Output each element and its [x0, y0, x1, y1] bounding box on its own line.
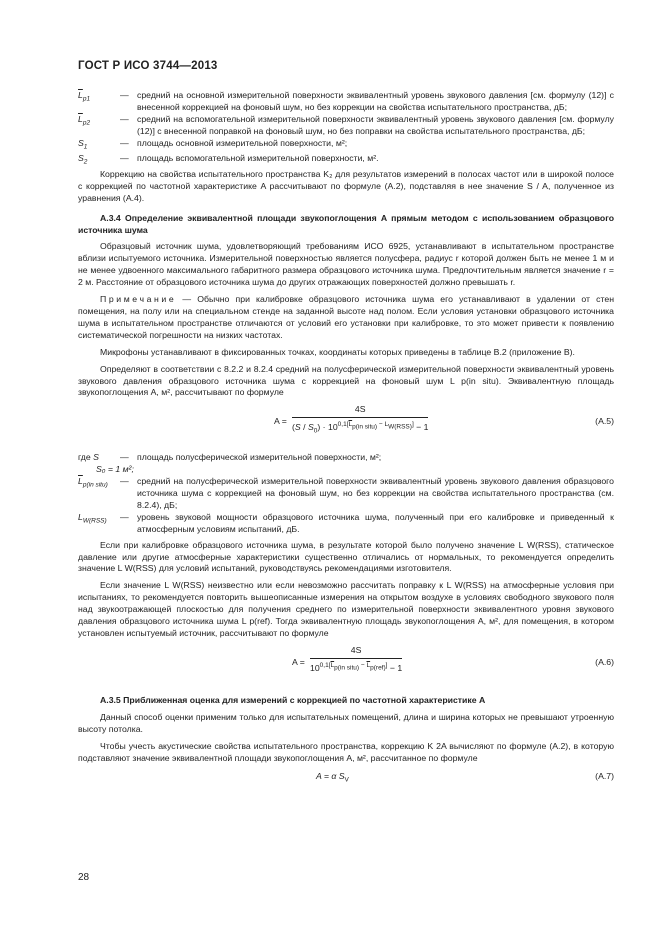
def-symbol: где S	[78, 452, 99, 463]
paragraph-4: Если при калибровке образцового источника шума, в результате которой было получено значение L W(RSS), статическое давление или другие атмосферные характеристики существенно отличались от нормальных, то рекомендуется определить значение L W(RSS) для условий испытаний, руководствуясь рекомендациями изготовителя.	[78, 539, 614, 574]
formula-fraction	[292, 404, 428, 437]
def-text: средний на полусферической измерительной поверхности эквивалентный уровень звукового давления образцового источника шума с коррекцией на фоновый шум, но без коррекции на свойства испытательного пространства (см. 8.2.4), дБ;	[137, 476, 614, 510]
def-text: площадь полусферической измерительной поверхности, м²;	[137, 452, 382, 463]
paragraph-6: Данный способ оценки применим только для испытательных помещений, длина и ширина которых не превышают утроенную высоту потолка.	[78, 711, 614, 734]
section-heading-a35: А.3.5 Приближенная оценка для измерений с коррекцией по частотной характеристике A	[100, 694, 486, 705]
def-s: где S — площадь полусферической измерительной поверхности, м²;	[78, 452, 614, 464]
formula-denominator: $(S / S_0) \cdot 10^{0,1[\overline{L}_{p(in situ)} - L_{W(RSS)}]} - 1$	[292, 417, 428, 438]
def-symbol: $L_{W(RSS)}$	[78, 511, 107, 525]
section-heading-a34: А.3.4 Определение эквивалентной площади звукопоглощения A прямым методом с использованием образцового источника шума	[78, 212, 614, 235]
def-text: площадь вспомогательной измерительной поверхности, м².	[137, 153, 379, 164]
page-content	[78, 90, 614, 795]
formula-a7	[78, 769, 614, 789]
formula-expression: A = α $S_V$	[316, 771, 349, 785]
formula-numerator: 4S	[354, 404, 366, 415]
def-text: средний на вспомогательной измерительной поверхности эквивалентный уровень звукового давления [см. формулу (12)] с внесенной поправкой на фоновый шум, но без поправки на свойства испытательного пространства, дБ;	[137, 113, 614, 136]
formula-lhs: A =	[274, 416, 287, 427]
formula-fraction	[310, 645, 402, 675]
formula-denominator: $10^{0,1[\overline{L}_{p(in situ)} - \overline{L}_{p(ref)}]} - 1$	[310, 658, 402, 675]
def-text: средний на основной измерительной поверхности эквивалентный уровень звукового давления [см. формулу (12)] с внесенной коррекцией на фоновый шум, но без коррекции на свойства испытательного пространства, дБ;	[137, 90, 614, 112]
paragraph-3: Определяют в соответствии с 8.2.2 и 8.2.4 средний на полусферической измерительной поверхности эквивалентный уровень звукового давления образцового источника шума с коррекцией на фоновый шум L p(in situ). Эквивалентную площадь звукопоглощения A, м², рассчитывают по формуле	[78, 363, 614, 398]
definitions-mid	[78, 452, 614, 535]
formula-number: (А.5)	[595, 416, 614, 427]
def-lp1: $\overline{L}_{p1}$ — средний на основной измерительной поверхности эквивалентный уровень звукового давления [см. формулу (12)] с внесенной коррекцией на фоновый шум, но без коррекции на свойства испытательного пространства, дБ;	[78, 90, 614, 112]
paragraph-1: Образцовый источник шума, удовлетворяющий требованиям ИСО 6925, устанавливают в испытательном пространстве вблизи испытуемого источника. Измерительной поверхностью является полусфера, радиус r которой должен быть не менее 1 м и не менее удвоенного максимального габаритного размера образцового источника шума. Предпочтительным является значение r = 2 м. Расстояние от образцового источника шума до других отражающих поверхностей должно превышать r.	[78, 241, 614, 288]
page-number: 28	[78, 872, 90, 883]
def-lw-rss: $L_{W(RSS)}$ — уровень звуковой мощности образцового источника шума, полученный при его калибровке и приведенный к атмосферным условиям испытаний, дБ.	[78, 511, 614, 534]
formula-lhs: A =	[292, 656, 305, 667]
def-symbol: S₀ = 1 м²;	[96, 464, 134, 475]
def-s2: $S_2$ — площадь вспомогательной измерительной поверхности, м².	[78, 153, 614, 169]
def-text: площадь основной измерительной поверхности, м²;	[137, 137, 348, 148]
note-label: Примечание	[100, 294, 177, 305]
def-symbol: $\overline{L}_{p2}$	[78, 113, 91, 127]
note	[78, 294, 614, 342]
formula-number: (А.7)	[595, 771, 614, 782]
def-symbol: $S_2$	[78, 153, 88, 166]
paragraph-correction: Коррекцию на свойства испытательного пространства K₂ для результатов измерений в полосах частот или в широкой полосе с коррекцией по частотной характеристике A рассчитывают по формуле (А.2), подставляя в нее значение S / A, полученное из уравнения (А.4).	[78, 168, 614, 203]
page-header: ГОСТ Р ИСО 3744—2013	[78, 60, 218, 72]
def-s1: $S_1$ — площадь основной измерительной поверхности, м²;	[78, 138, 614, 154]
formula-numerator: 4S	[350, 644, 362, 655]
def-symbol: $\overline{L}_{p(in situ)}$	[78, 476, 108, 489]
paragraph-5: Если значение L W(RSS) неизвестно или если невозможно рассчитать поправку к L W(RSS) на атмосферные условия при испытаниях, то рекомендуется повторить вышеописанные измерения на открытом воздухе в условиях свободного звукового поля над звукоотражающей плоскостью для получения среднего по измерительной поверхности эквивалентного уровня звукового давления образцового источника шума L p(ref). Тогда эквивалентную площадь звукопоглощения A, м², для помещения, в котором установлен испытуемый источник, рассчитывают по формуле	[78, 580, 614, 638]
formula-number: (А.6)	[595, 656, 614, 667]
def-symbol: $\overline{L}_{p1}$	[78, 90, 91, 103]
paragraph-2: Микрофоны устанавливают в фиксированных точках, координаты которых приведены в таблице В.2 (приложение В).	[100, 346, 575, 357]
def-lp-insitu: $\overline{L}_{p(in situ)}$ — средний на полусферической измерительной поверхности эквивалентный уровень звукового давления образцового источника шума с коррекцией на фоновый шум, но без коррекции на свойства испытательного пространства (см. 8.2.4), дБ;	[78, 476, 614, 510]
definitions-top	[78, 90, 614, 169]
formula-a5	[78, 404, 614, 446]
def-lp2: $\overline{L}_{p2}$ — средний на вспомогательной измерительной поверхности эквивалентный уровень звукового давления [см. формулу (12)] с внесенной поправкой на фоновый шум, но без поправки на свойства испытательного пространства, дБ;	[78, 113, 614, 136]
formula-a6	[78, 645, 614, 687]
def-text: уровень звуковой мощности образцового источника шума, полученный при его калибровке и приведенный к атмосферным условиям испытаний, дБ.	[137, 511, 614, 534]
paragraph-7: Чтобы учесть акустические свойства испытательного пространства, коррекцию K 2A вычисляют по формуле (А.2), в которую подставляют значение эквивалентной площади звукопоглощения A, м², рассчитанное по формуле	[78, 740, 614, 763]
def-symbol: $S_1$	[78, 137, 88, 151]
def-s0	[78, 464, 614, 476]
note-text: — Обычно при калибровке образцового источника шума его устанавливают в удалении от стен помещения, на полу или на специальном стенде на заданной высоте над полом. Если условия установки образцового источника шума в испытательном пространстве отличаются от условий его установки при калибровке, то это может привести к появлению систематической погрешности на низких частотах.	[78, 294, 614, 340]
